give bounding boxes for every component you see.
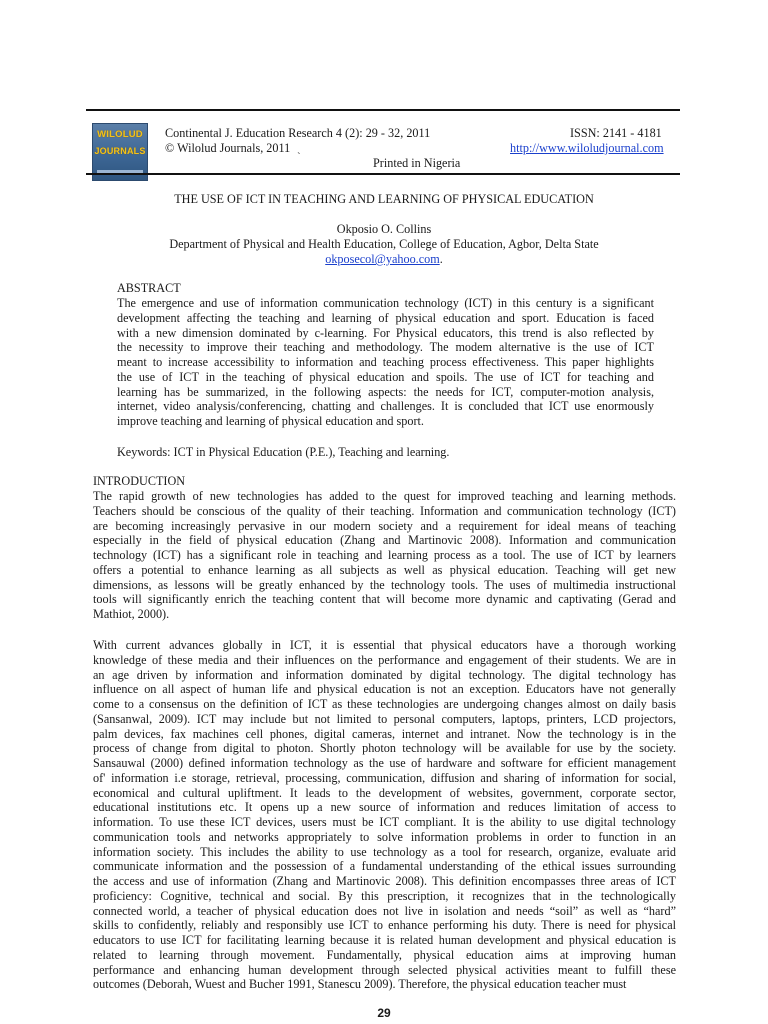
text-line: educators to use ICT for facilitating learning because it is related human development and physical education is <box>93 933 676 947</box>
text-line: information society. This includes the ability to use technology as a tool for research, organize, evaluate arid <box>93 844 676 859</box>
text-line: With current advances globally in ICT, it is essential that physical educators have a thorough working <box>93 638 676 652</box>
text-line: with a new dimension dominated by c-learning. For Physical educators, this trend is also reflected by <box>117 325 654 340</box>
text-line: internet, video analysis/conferencing, chatting and challenges. It is concluded that ICT use enormously <box>117 399 654 414</box>
text-line: information. To use these ICT devices, users must be ICT compliant. It is the ability to use digital technology <box>93 815 676 829</box>
text-line: the use of ICT in the teaching of physical education and spoils. The use of ICT for teaching and <box>117 369 654 384</box>
stray-backtick: ` <box>297 151 301 163</box>
text-line: performance and enhancing human development through selected physical activities meant to fulfill these <box>93 962 676 977</box>
journal-citation: Continental J. Education Research 4 (2): 29 - 32, 2011 <box>165 126 431 140</box>
text-line: dimensions, as lessons will be greatly enhanced by the technology tools. The uses of multimedia instructional <box>93 577 676 592</box>
header-top-rule <box>86 109 680 111</box>
text-line: offers a potential to enhance learning as all subjects as well as physical education. Teaching will get new <box>93 562 676 577</box>
header-bottom-rule <box>86 173 680 175</box>
printed-in-notice: Printed in Nigeria <box>373 156 461 170</box>
text-line: come to a consensus on the definition of ICT as these technologies are undergoing changes almost on daily basis <box>93 697 676 711</box>
abstract-heading: ABSTRACT <box>117 281 181 295</box>
text-line: meant to increase accessibility to information and teaching process effectiveness. This paper highlights <box>117 355 654 369</box>
text-line: tools will significantly enrich the teaching content that will become more dynamic and captivating (Gerad and <box>93 592 676 607</box>
issn-number: ISSN: 2141 - 4181 <box>570 126 662 140</box>
text-line: communicate information and the possession of a fundamental understanding of the ethical issues surrounding <box>93 859 676 874</box>
text-line: technology (ICT) has a significant role in teaching and learning process as a tool. The use of ICT by learners <box>93 548 676 562</box>
text-line: Sansauwal (2000) defined information technology as the use of hardware and software for efficient management <box>93 756 676 770</box>
text-line: Mathiot, 2000). <box>93 607 170 621</box>
text-line: connected world, a teacher of physical education does not live in isolation and needs “soil” as well as “hard” <box>93 903 676 918</box>
introduction-heading: INTRODUCTION <box>93 474 186 488</box>
author-affiliation: Department of Physical and Health Education, College of Education, Agbor, Delta State <box>169 237 599 251</box>
text-line: the necessity to improve their teaching and methodology. The modem alternative is the use of ICT <box>117 340 654 355</box>
journal-website-link[interactable]: http://www.wiloludjournal.com <box>510 141 664 155</box>
text-line: The rapid growth of new technologies has added to the quest for improved teaching and learning methods. <box>93 489 676 503</box>
text-line: The emergence and use of information communication technology (ICT) in this century is a significant <box>117 296 654 310</box>
author-email-link[interactable]: okposecol@yahoo.com <box>325 252 440 266</box>
abstract-body <box>117 296 654 429</box>
text-line: Teachers should be conscious of the quality of their teaching. Information and communication technology (ICT) <box>93 503 676 518</box>
paper-title: THE USE OF ICT IN TEACHING AND LEARNING OF PHYSICAL EDUCATION <box>174 192 594 206</box>
logo-text-line1: WILOLUD <box>97 129 143 140</box>
text-line: influence on all aspect of human life and physical education is not an exception. Educators have not generally <box>93 682 676 697</box>
page-number: 29 <box>377 1006 391 1020</box>
text-line: economical and cultural upliftment. It leads to the development of websites, government, corporate sector, <box>93 785 676 800</box>
text-line: related to learning through movement. Fundamentally, physical education aims at improving human <box>93 947 676 962</box>
text-line: of' information i.e storage, retrieval, processing, communication, diffusion and sharing of information for social, <box>93 770 676 785</box>
text-line: knowledge of these media and their influences on the performance and engagement of their students. We are in <box>93 652 676 667</box>
introduction-paragraph-1 <box>93 489 676 622</box>
text-line: outcomes (Deborah, Wuest and Bucher 1991, Stanescu 2009). Therefore, the physical education teacher must <box>93 977 627 992</box>
text-line: are becoming increasingly pervasive in our modern society and a requirement for ideal means of teaching <box>93 518 676 533</box>
text-line: improve teaching and learning of physical education and sport. <box>117 414 424 428</box>
text-line: process of change from digital to photon. Shortly photon technology will be available for use by the society. <box>93 741 676 756</box>
text-line: the access and use of information (Zhang and Martinovic 2008). This definition encompasses three areas of ICT <box>93 874 676 888</box>
logo-text-line2: JOURNALS <box>94 146 146 156</box>
text-line: especially in the field of physical education (Zhang and Martinovic 2008). Information and communication <box>93 533 676 548</box>
text-line: learning has be summarized, in the following aspects: the needs for ICT, computer-motion analysis, <box>117 384 654 399</box>
text-line: skills to confidently, reliably and responsibly use ICT to enhance performing his duty. There is need for physical <box>93 918 676 933</box>
text-line: educational institutions etc. It opens up a new source of information and reduces limitation of access to <box>93 800 676 815</box>
text-line: palm devices, fax machines cell phones, digital cameras, internet and intranet. Now the technology is in the <box>93 726 676 741</box>
text-line: (Sansanwal, 2009). ICT may include but not limited to personal computers, laptops, printers, LCD projectors, <box>93 711 676 726</box>
author-name: Okposio O. Collins <box>336 222 432 236</box>
text-line: development affecting the teaching and learning of physical education and sport. Education is faced <box>117 310 654 325</box>
email-suffix: . <box>439 252 443 266</box>
text-line: communication tools and networks appropriately to solve information problems in order to function in an <box>93 829 676 844</box>
text-line: proficiency: Cognitive, technical and social. By this prescription, it recognizes that in the technologically <box>93 888 676 903</box>
text-line: an age driven by information and information dominated by digital technology. The digital technology has <box>93 667 676 682</box>
author-email-line <box>86 252 682 267</box>
copyright-notice: © Wilolud Journals, 2011 <box>165 141 291 155</box>
keywords-line: Keywords: ICT in Physical Education (P.E.), Teaching and learning. <box>117 445 450 459</box>
introduction-paragraph-2 <box>93 638 676 992</box>
